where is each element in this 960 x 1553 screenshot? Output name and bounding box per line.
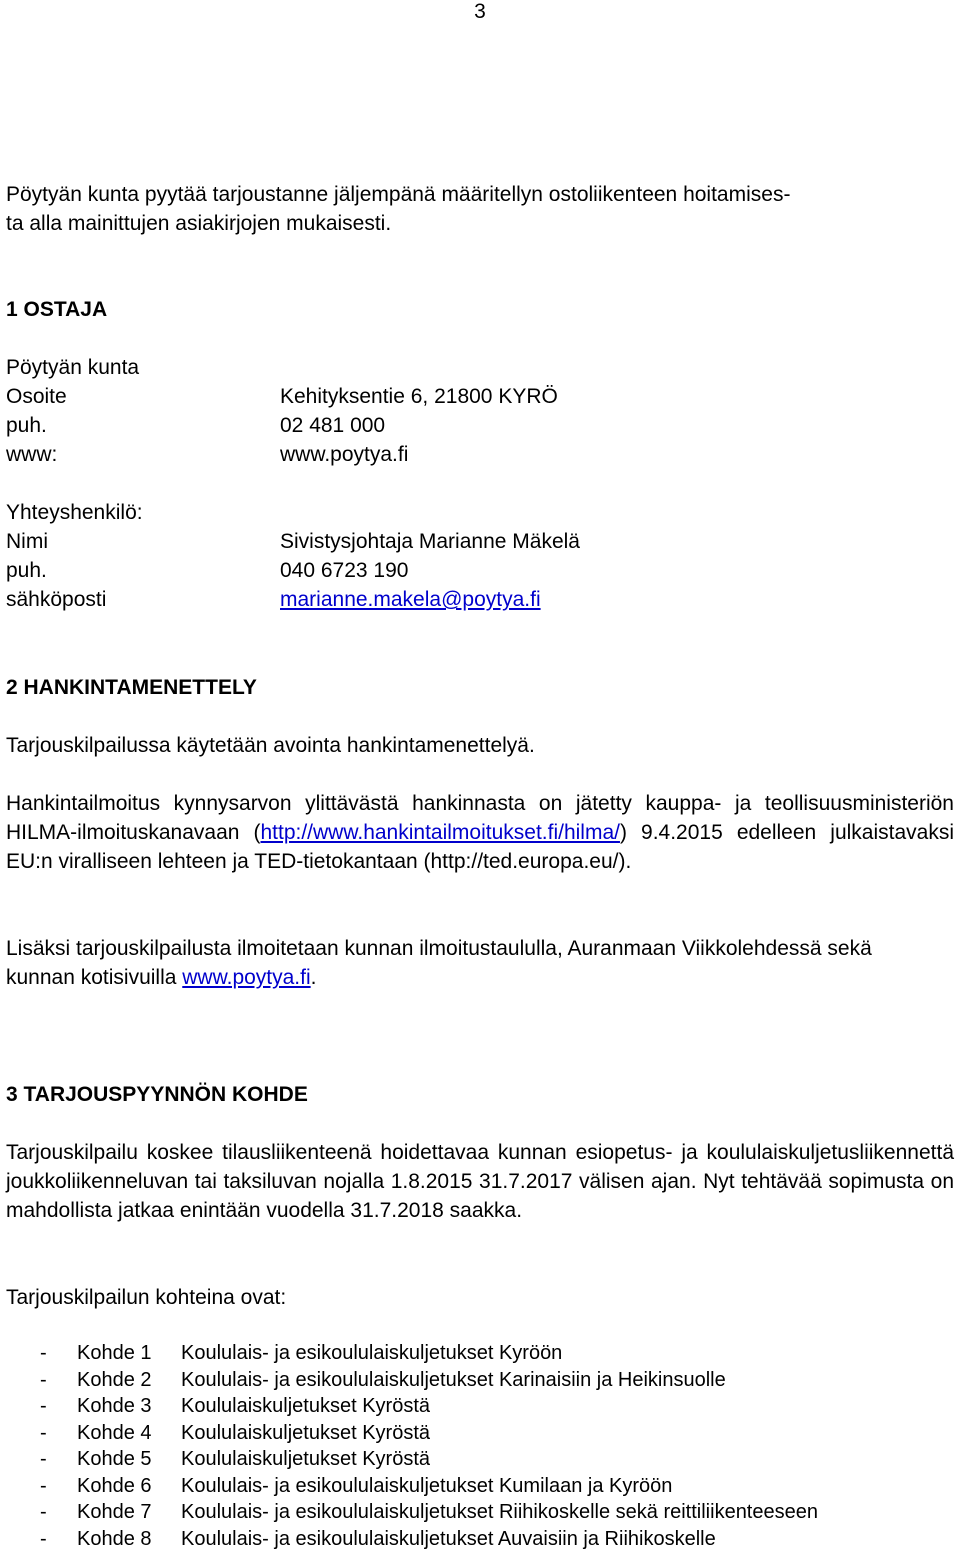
list-dash: - <box>40 1474 47 1497</box>
row-value: Kehityksentie 6, 21800 KYRÖ <box>280 385 558 408</box>
buyer-row-address <box>6 382 956 411</box>
contact-info <box>6 498 956 614</box>
section3-heading: 3 TARJOUSPYYNNÖN KOHDE <box>6 1083 308 1106</box>
list-desc: Koululaiskuljetukset Kyröstä <box>181 1395 431 1417</box>
list-item <box>6 1420 956 1447</box>
intro-paragraph <box>6 180 956 238</box>
list-code: Kohde 4 <box>77 1421 152 1444</box>
p3-text: Lisäksi tarjouskilpailusta ilmoitetaan kunnan ilmoitustaululla, Auranmaan Viikkolehdessä sekä kunnan kotisivuilla <box>6 937 872 989</box>
list-code: Kohde 2 <box>77 1368 152 1391</box>
section1-heading: 1 OSTAJA <box>6 298 108 321</box>
row-label: www: <box>6 443 58 466</box>
buyer-info <box>6 353 956 469</box>
list-code: Kohde 5 <box>77 1448 152 1470</box>
list-desc: Koululais- ja esikoululaiskuljetukset Kyröön <box>181 1342 563 1364</box>
list-code: Kohde 3 <box>77 1395 152 1417</box>
buyer-org: Pöytyän kunta <box>6 356 140 379</box>
list-item <box>6 1499 956 1526</box>
email-link[interactable]: marianne.makela@poytya.fi <box>280 588 541 611</box>
website-link[interactable]: www.poytya.fi <box>182 966 311 989</box>
target-list <box>6 1340 956 1552</box>
list-item <box>6 1473 956 1500</box>
section3-list-intro: Tarjouskilpailun kohteina ovat: <box>6 1286 287 1309</box>
list-dash: - <box>40 1448 47 1470</box>
section2-p2 <box>6 789 954 876</box>
contact-row-name <box>6 527 956 556</box>
section3-p1: Tarjouskilpailu koskee tilausliikenteenä hoidettavaa kunnan esiopetus- ja koululaiskuljetusliikennettä joukkoliikenneluvan tai taksiluvan nojalla 1.8.2015 31.7.2017 välisen ajan. Nyt tehtävää sopimusta on mahdollista jatkaa enintään vuodella 31.7.2018 saakka. <box>6 1141 954 1222</box>
row-label: puh. <box>6 559 47 582</box>
list-dash: - <box>40 1501 47 1523</box>
contact-row-phone <box>6 556 956 585</box>
list-code: Kohde 8 <box>77 1527 152 1550</box>
section2-p3 <box>6 934 944 992</box>
hilma-link[interactable]: http://www.hankintailmoitukset.fi/hilma/ <box>260 821 620 844</box>
list-code: Kohde 7 <box>77 1501 152 1523</box>
section2-p1: Tarjouskilpailussa käytetään avointa hankintamenettelyä. <box>6 734 535 757</box>
list-code: Kohde 6 <box>77 1474 152 1497</box>
list-dash: - <box>40 1421 47 1444</box>
row-label: sähköposti <box>6 588 107 611</box>
list-item <box>6 1393 956 1420</box>
page-number: 3 <box>474 0 486 23</box>
p3-text: . <box>310 966 317 989</box>
list-desc: Koululais- ja esikoululaiskuljetukset Riihikoskelle sekä reittiliikenteeseen <box>181 1501 818 1523</box>
row-value: 02 481 000 <box>280 414 386 437</box>
buyer-row-phone <box>6 411 956 440</box>
list-item <box>6 1526 956 1553</box>
list-code: Kohde 1 <box>77 1342 152 1364</box>
row-label: Nimi <box>6 530 48 553</box>
intro-line: Pöytyän kunta pyytää tarjoustanne jäljempänä määritellyn ostoliikenteen hoitamises- <box>6 183 791 206</box>
list-dash: - <box>40 1527 47 1550</box>
list-desc: Koululais- ja esikoululaiskuljetukset Kumilaan ja Kyröön <box>181 1474 673 1497</box>
list-item <box>6 1340 956 1367</box>
buyer-row-www <box>6 440 956 469</box>
row-label: Osoite <box>6 385 67 408</box>
p2-text: ) 9.4.2015 edelleen julkaistavaksi EU:n viralliseen lehteen ja TED-tietokantaan (http://ted.europa.eu/). <box>6 821 954 873</box>
intro-line: ta alla mainittujen asiakirjojen mukaisesti. <box>6 212 392 235</box>
list-dash: - <box>40 1342 47 1364</box>
list-item <box>6 1367 956 1394</box>
list-desc: Koululais- ja esikoululaiskuljetukset Auvaisiin ja Riihikoskelle <box>181 1527 716 1550</box>
row-value: www.poytya.fi <box>280 443 409 466</box>
contact-heading: Yhteyshenkilö: <box>6 501 143 524</box>
p2-text: Hankintailmoitus kynnysarvon ylittävästä hankinnasta on jätetty kauppa- ja teollisuusministeriön HILMA-ilmoituskanavaan ( <box>6 792 954 844</box>
row-value: 040 6723 190 <box>280 559 409 582</box>
list-desc: Koululais- ja esikoululaiskuljetukset Karinaisiin ja Heikinsuolle <box>181 1368 726 1391</box>
list-dash: - <box>40 1368 47 1391</box>
row-value: Sivistysjohtaja Marianne Mäkelä <box>280 530 580 553</box>
section2-heading: 2 HANKINTAMENETTELY <box>6 676 257 699</box>
list-dash: - <box>40 1395 47 1417</box>
list-desc: Koululaiskuljetukset Kyröstä <box>181 1448 431 1470</box>
contact-row-email <box>6 585 956 614</box>
row-label: puh. <box>6 414 47 437</box>
list-item <box>6 1446 956 1473</box>
list-desc: Koululaiskuljetukset Kyröstä <box>181 1421 431 1444</box>
